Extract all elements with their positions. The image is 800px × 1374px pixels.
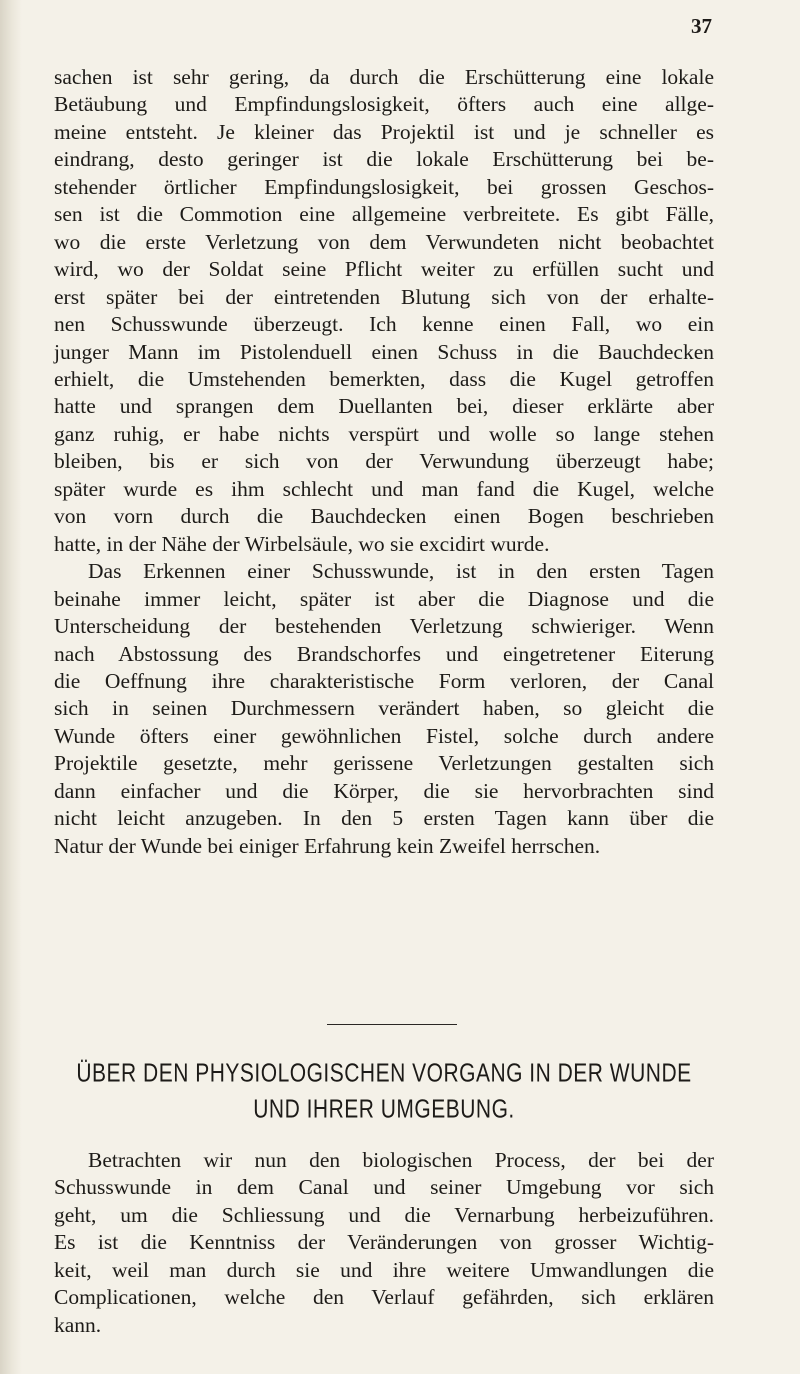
text-line: nen Schusswunde überzeugt. Ich kenne einen Fall, wo ein — [54, 312, 714, 337]
section-divider — [327, 1024, 457, 1025]
paragraph-3 — [54, 1147, 714, 1339]
text-line: junger Mann im Pistolenduell einen Schuss in die Bauchdecken — [54, 339, 714, 364]
text-line: dann einfacher und die Körper, die sie hervorbrachten sind — [54, 778, 714, 803]
text-line: meine entsteht. Je kleiner das Projektil ist und je schneller es — [54, 119, 714, 144]
text-line: beinahe immer leicht, später ist aber die Diagnose und die — [54, 586, 714, 611]
text-line: hatte, in der Nähe der Wirbelsäule, wo sie excidirt wurde. — [54, 531, 550, 556]
text-line: die Oeffnung ihre charakteristische Form verloren, der Canal — [54, 668, 714, 693]
text-line: geht, um die Schliessung und die Vernarbung herbeizuführen. — [54, 1202, 714, 1227]
section-heading-line-1: ÜBER DEN PHYSIOLOGISCHEN VORGANG IN DER WUNDE — [76, 1059, 692, 1088]
paragraph-1 — [54, 64, 714, 860]
text-line: Unterscheidung der bestehenden Verletzung schwieriger. Wenn — [54, 614, 714, 639]
text-line: Wunde öfters einer gewöhnlichen Fistel, solche durch andere — [54, 723, 714, 748]
text-line: Betäubung und Empfindungslosigkeit, öfters auch eine allge- — [54, 92, 714, 117]
text-line: sen ist die Commotion eine allgemeine verbreitete. Es gibt Fälle, — [54, 202, 714, 227]
text-line: Das Erkennen einer Schusswunde, ist in den ersten Tagen — [88, 559, 714, 584]
text-line: keit, weil man durch sie und ihre weitere Umwandlungen die — [54, 1257, 714, 1282]
text-line: erst später bei der eintretenden Blutung sich von der erhalte- — [54, 284, 714, 309]
text-line: wo die erste Verletzung von dem Verwundeten nicht beobachtet — [54, 229, 714, 254]
section-heading-line-2: UND IHRER UMGEBUNG. — [253, 1095, 515, 1124]
text-line: nicht leicht anzugeben. In den 5 ersten Tagen kann über die — [54, 806, 714, 831]
text-line: Es ist die Kenntniss der Veränderungen von grosser Wichtig- — [54, 1230, 714, 1255]
text-line: ganz ruhig, er habe nichts verspürt und wolle so lange stehen — [54, 421, 714, 446]
text-line: hatte und sprangen dem Duellanten bei, dieser erklärte aber — [54, 394, 714, 419]
text-line: Natur der Wunde bei einiger Erfahrung kein Zweifel herrschen. — [54, 833, 601, 858]
binding-gutter — [0, 0, 22, 1374]
text-line: Complicationen, welche den Verlauf gefährden, sich erklären — [54, 1285, 714, 1310]
text-line: stehender örtlicher Empfindungslosigkeit, bei grossen Geschos- — [54, 174, 714, 199]
text-line: später wurde es ihm schlecht und man fand die Kugel, welche — [54, 476, 714, 501]
text-line: von vorn durch die Bauchdecken einen Bogen beschrieben — [54, 504, 714, 529]
page-number: 37 — [691, 14, 712, 38]
text-line: nach Abstossung des Brandschorfes und eingetretener Eiterung — [54, 641, 714, 666]
text-line: wird, wo der Soldat seine Pflicht weiter zu erfüllen sucht und — [54, 257, 714, 282]
text-line: eindrang, desto geringer ist die lokale Erschütterung bei be- — [54, 147, 714, 172]
text-line: erhielt, die Umstehenden bemerkten, dass die Kugel getroffen — [54, 366, 714, 391]
text-line: sich in seinen Durchmessern verändert haben, so gleicht die — [54, 696, 714, 721]
text-line: Projektile gesetzte, mehr gerissene Verletzungen gestalten sich — [54, 751, 714, 776]
text-line: kann. — [54, 1312, 102, 1337]
text-line: Betrachten wir nun den biologischen Process, der bei der — [88, 1148, 714, 1172]
text-line: Schusswunde in dem Canal und seiner Umgebung vor sich — [54, 1175, 714, 1200]
text-line: sachen ist sehr gering, da durch die Erschütterung eine lokale — [54, 65, 714, 89]
text-line: bleiben, bis er sich von der Verwundung überzeugt habe; — [54, 449, 714, 474]
